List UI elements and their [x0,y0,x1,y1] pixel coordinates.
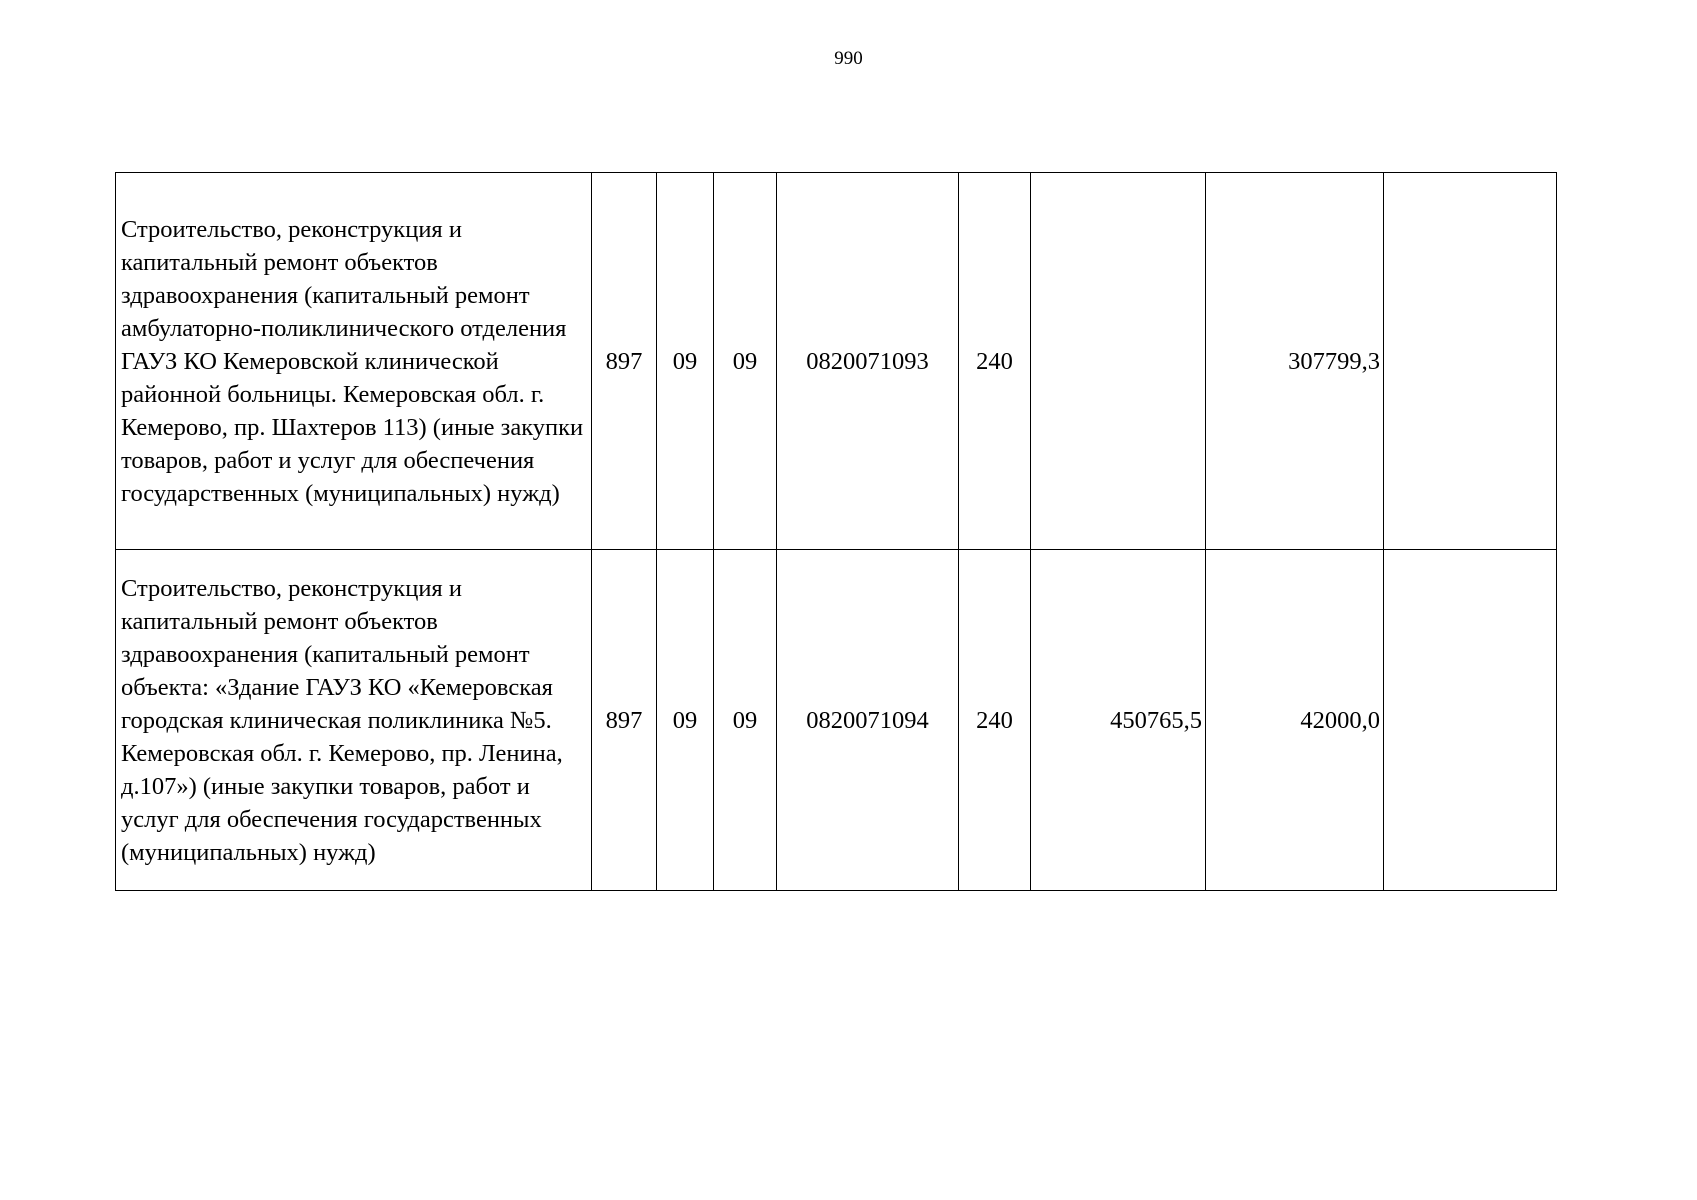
description-cell: Строительство, реконструкция и капитальный ремонт объектов здравоохранения (капитальный ремонт амбулаторно-поликлинического отделения ГАУЗ КО Кемеровской клинической районной больницы. Кемеровская обл. г. Кемерово, пр. Шахтеров 113) (иные закупки товаров, работ и услуг для обеспечения государственных (муниципальных) нужд) [116,173,592,550]
target-article-cell: 0820071094 [777,550,959,891]
amount-2-cell: 42000,0 [1206,550,1384,891]
subsection-code-cell: 09 [714,173,777,550]
section-code-cell: 09 [657,173,714,550]
amount-1-cell: 450765,5 [1031,550,1206,891]
section-code-cell: 09 [657,550,714,891]
table-row [116,550,1557,891]
page-number: 990 [834,48,863,69]
ministry-code-cell: 897 [592,173,657,550]
expense-type-cell: 240 [959,550,1031,891]
amount-2-cell: 307799,3 [1206,173,1384,550]
description-cell: Строительство, реконструкция и капитальный ремонт объектов здравоохранения (капитальный ремонт объекта: «Здание ГАУЗ КО «Кемеровская городская клиническая поликлиника №5. Кемеровская обл. г. Кемерово, пр. Ленина, д.107») (иные закупки товаров, работ и услуг для обеспечения государственных (муниципальных) нужд) [116,550,592,891]
subsection-code-cell: 09 [714,550,777,891]
table-row [116,173,1557,550]
ministry-code-cell: 897 [592,550,657,891]
target-article-cell: 0820071093 [777,173,959,550]
expense-type-cell: 240 [959,173,1031,550]
budget-table [115,172,1557,891]
amount-3-cell [1384,550,1557,891]
amount-3-cell [1384,173,1557,550]
amount-1-cell [1031,173,1206,550]
